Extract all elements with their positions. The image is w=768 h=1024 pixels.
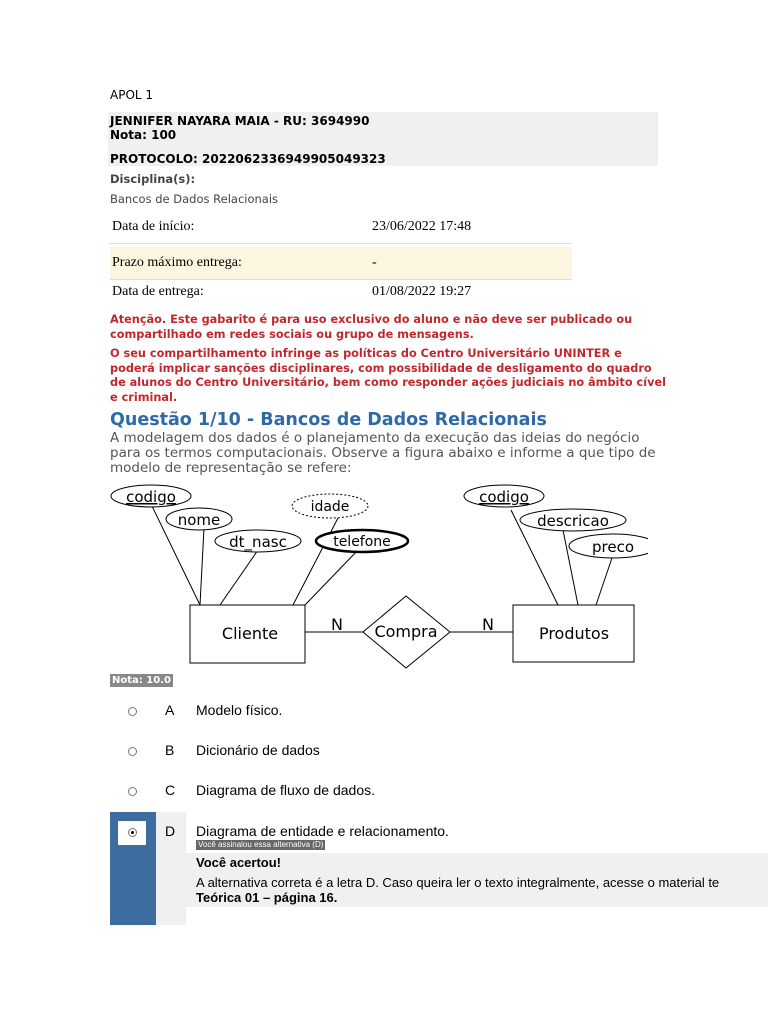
radio-button[interactable] (128, 707, 137, 716)
option-a[interactable] (110, 700, 670, 740)
option-text: Modelo físico. (196, 702, 283, 718)
option-letter: B (165, 742, 175, 758)
radio-button-selected[interactable] (128, 828, 137, 837)
relationship-label: Compra (374, 622, 438, 641)
discipline-name: Bancos de Dados Relacionais (110, 192, 279, 206)
attr-label: telefone (333, 534, 391, 550)
option-letter: D (165, 823, 176, 839)
student-name: JENNIFER NAYARA MAIA - RU: 3694990 (110, 114, 370, 128)
feedback-reference: Teórica 01 – página 16. (196, 890, 338, 905)
cardinality-label: N (482, 615, 494, 634)
radio-cell (118, 780, 146, 804)
protocol-number: PROTOCOLO: 20220623369499050493​23 (110, 152, 386, 166)
feedback-text: A alternativa correta é a letra D. Caso queira ler o texto integralmente, acesse o material te (196, 875, 720, 890)
attr-label: nome (177, 511, 221, 529)
date-label: Data de entrega: (112, 284, 204, 299)
attr-label: descricao (537, 512, 609, 530)
question-title: Questão 1/10 - Bancos de Dados Relacionais (110, 410, 547, 430)
entity-label: Produtos (538, 624, 610, 643)
er-diagram (108, 480, 648, 670)
date-row-delivery (110, 276, 572, 308)
feedback-title: Você acertou! (196, 855, 282, 870)
radio-cell (118, 821, 146, 845)
attr-label: preco (591, 538, 635, 556)
radio-cell (118, 740, 146, 764)
date-value: - (372, 255, 377, 270)
date-value: 01/08/2022 19:27 (372, 284, 472, 299)
attr-label: codigo (479, 488, 529, 506)
option-text: Diagrama de entidade e relacionamento. (196, 823, 449, 839)
attr-label: idade (310, 499, 350, 515)
radio-cell (118, 700, 146, 724)
attr-label: codigo (126, 488, 176, 506)
document-label: APOL 1 (110, 88, 154, 102)
question-text: A modelagem dos dados é o planejamento da execução das ideias do negócio para os termos computacionais. Observe a figura abaixo e informe a que tipo de modelo de representação se refere: (110, 430, 656, 476)
grade-badge: Nota: 10.0 (112, 675, 171, 686)
warning-text: O seu compartilhamento infringe as políticas do Centro Universitário UNINTER e poderá implicar sanções disciplinares, com possibilidade de desligamento do quadro de alunos do Centro Universitário, bem como responder ações judiciais no âmbito cível e criminal. (110, 347, 666, 404)
date-value: 23/06/2022 17:48 (372, 219, 472, 234)
option-text: Dicionário de dados (196, 742, 320, 758)
entity-label: Cliente (221, 624, 279, 643)
option-b[interactable] (110, 740, 670, 780)
radio-button[interactable] (128, 787, 137, 796)
date-label: Data de início: (112, 219, 195, 234)
cardinality-label: N (331, 615, 343, 634)
radio-button[interactable] (128, 747, 137, 756)
date-label: Prazo máximo entrega: (112, 255, 242, 270)
option-text: Diagrama de fluxo de dados. (196, 782, 375, 798)
option-c[interactable] (110, 780, 670, 820)
date-row-start (110, 211, 572, 244)
selected-note: Você assinalou essa alternativa (D) (198, 840, 324, 849)
option-letter: C (165, 782, 176, 798)
discipline-label: Disciplina(s): (110, 172, 196, 186)
option-d[interactable] (110, 821, 670, 861)
attr-label: dt_nasc (229, 533, 287, 551)
warning-text: Atenção. Este gabarito é para uso exclusivo do aluno e não deve ser publicado ou compartilhado em redes sociais ou grupo de mensagens. (110, 313, 633, 341)
option-letter: A (165, 702, 175, 718)
student-grade: Nota: 100 (110, 128, 177, 142)
